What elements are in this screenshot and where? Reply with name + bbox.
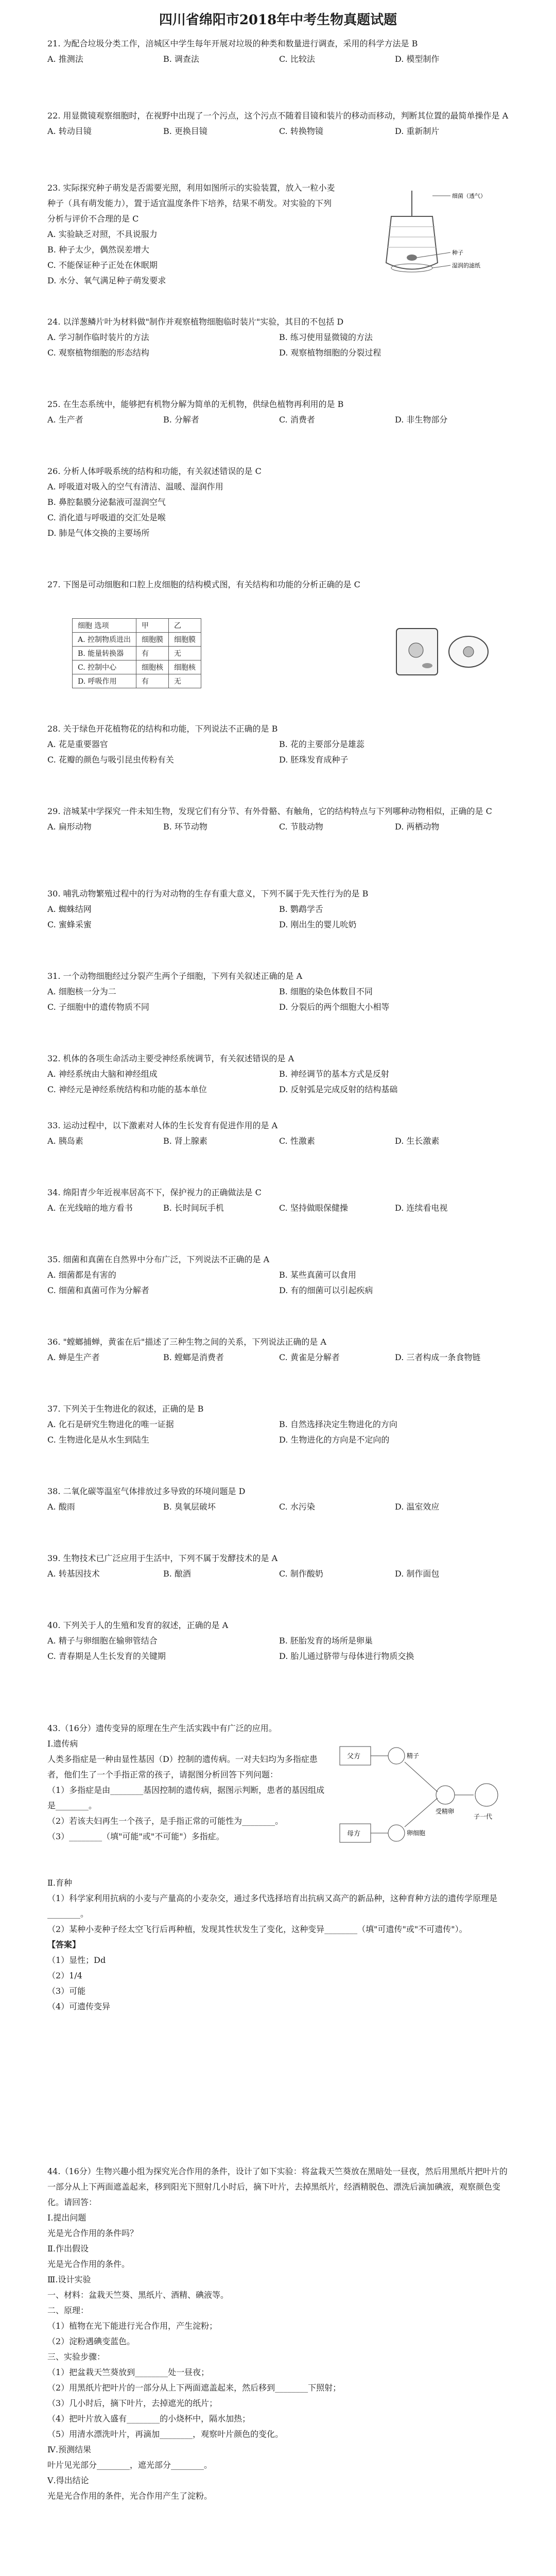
option-b: B. 肾上腺素 (163, 1136, 207, 1146)
table-header: 细胞 选项 (73, 619, 136, 633)
question-32 (47, 1051, 511, 1097)
option-a: A. 学习制作临时装片的方法 (47, 332, 149, 342)
sub-question: （1）多指症是由________基因控制的遗传病，据图示判断，患者的基因组成是________。 (47, 1785, 325, 1810)
section-heading: Ⅱ.育种 (47, 1878, 72, 1888)
option-c: C. 蜜蜂采蜜 (47, 920, 92, 929)
option-c: C. 观察植物细胞的形态结构 (47, 348, 149, 358)
option-c: C. 节肢动物 (279, 822, 323, 832)
question-stem: 25. 在生态系统中，能够把有机物分解为简单的无机物，供绿色植物再利用的是 B (47, 399, 344, 409)
question-43 (47, 1721, 325, 1844)
question-stem: 39. 生物技术已广泛应用于生活中，下列不属于发酵技术的是 A (47, 1553, 278, 1563)
question-23 (47, 180, 336, 289)
question-31 (47, 969, 511, 1015)
question-36 (47, 1334, 511, 1365)
question-stem: 32. 机体的各项生命活动主要受神经系统调节，有关叙述错误的是 A (47, 1054, 294, 1063)
question-stem: 34. 绵阳青少年近视率居高不下，保护视力的正确做法是 C (47, 1188, 262, 1197)
question-35 (47, 1252, 511, 1298)
option-d: D. 生长激素 (395, 1136, 440, 1146)
question-stem: 38. 二氧化碳等温室气体排放过多导致的环境问题是 D (47, 1486, 246, 1496)
option-c: C. 比较法 (279, 54, 315, 64)
option-d: D. 温室效应 (395, 1502, 440, 1512)
table-cell: 细胞核 (169, 660, 201, 674)
option-b: B. 调查法 (163, 54, 199, 64)
option-b: B. 某些真菌可以食用 (279, 1270, 356, 1280)
experiment-line: （3）几小时后，摘下叶片，去掉遮光的纸片； (47, 2398, 218, 2408)
diagram-label: 父方 (347, 1753, 361, 1760)
table-row (73, 633, 201, 647)
option-c: C. 生物进化是从水生到陆生 (47, 1435, 149, 1445)
option-b: B. 鼻腔黏膜分泌黏液可湿润空气 (47, 497, 166, 507)
option-d: D. 分裂后的两个细胞大小相等 (279, 1002, 390, 1012)
answer-line: （3）可能 (47, 1986, 86, 1996)
table-cell: C. 控制中心 (73, 660, 136, 674)
figure-label: 细菌（透气） (452, 193, 486, 199)
option-d: D. 反射弧是完成反射的结构基础 (279, 1084, 398, 1094)
table-cell: 无 (169, 647, 201, 660)
option-d: D. 有的细菌可以引起疾病 (279, 1285, 373, 1295)
experiment-line: 三、实验步骤： (47, 2352, 106, 2362)
table-cell: 细胞膜 (136, 633, 169, 647)
question-stem: 23. 实际探究种子萌发是否需要光照，利用如图所示的实验装置，放入一粒小麦种子（具有萌发能力），置于适宜温度条件下培养，结果不萌发。对实验的下列分析与评价不合理的是 C (47, 183, 335, 224)
question-39 (47, 1551, 511, 1582)
experiment-line: （1）植物在光下能进行光合作用，产生淀粉； (47, 2321, 218, 2331)
table-row (73, 674, 201, 688)
question-heading: 44.（16分）生物兴趣小组为探究光合作用的条件，设计了如下实验：将盆栽天竺葵放在黑暗处一昼夜，然后用黑纸片把叶片的一部分从上下两面遮盖起来，移到阳光下照射几小时后，摘下叶片，去掉黑纸片，经酒精脱色、漂洗后滴加碘液，观察颜色变化。请回答： (47, 2166, 508, 2207)
experiment-line: （2）用黑纸片把叶片的一部分从上下两面遮盖起来，然后移到________下照射； (47, 2383, 341, 2393)
question-stem: 30. 哺乳动物繁殖过程中的行为对动物的生存有重大意义，下列不属于先天性行为的是 B (47, 889, 369, 899)
table-cell: 无 (169, 674, 201, 688)
option-d: D. 肺是气体交换的主要场所 (47, 528, 150, 538)
experiment-line: 光是光合作用的条件，光合作用产生了淀粉。 (47, 2491, 213, 2501)
table-cell: D. 呼吸作用 (73, 674, 136, 688)
option-c: C. 水污染 (279, 1502, 315, 1512)
table-header: 甲 (136, 619, 169, 633)
option-a: A. 蜘蛛结网 (47, 904, 92, 914)
answer-line: （4）可遗传变异 (47, 2002, 111, 2011)
heredity-diagram (335, 1731, 510, 1865)
option-a: A. 细胞核一分为二 (47, 987, 116, 996)
section-heading: Ⅱ.作出假设 (47, 2244, 89, 2253)
question-25 (47, 397, 511, 428)
figure-label: 湿润的滤纸 (452, 262, 480, 269)
question-30 (47, 886, 511, 933)
table-row (73, 647, 201, 660)
option-c: C. 子细胞中的遗传物质不同 (47, 1002, 149, 1012)
option-a: A. 神经系统由大脑和神经组成 (47, 1069, 158, 1079)
option-d: D. 观察植物细胞的分裂过程 (279, 348, 381, 358)
question-33 (47, 1118, 511, 1149)
option-c: C. 不能保证种子正处在休眠期 (47, 260, 158, 270)
experiment-line: 一、材料：盆栽天竺葵、黑纸片、酒精、碘液等。 (47, 2290, 229, 2300)
option-a: A. 转基因技术 (47, 1569, 100, 1579)
question-stem: 29. 涪城某中学探究一件未知生物，发现它们有分节、有外骨骼、有触角，它的结构特点与下列哪种动物相似，正确的是 C (47, 806, 492, 816)
table-cell: 细胞核 (136, 660, 169, 674)
option-c: C. 青春期是人生长发育的关键期 (47, 1651, 166, 1661)
question-text: 人类多指症是一种由显性基因（D）控制的遗传病。一对夫妇均为多指症患者，他们生了一个手指正常的孩子，请据图分析回答下列问题： (47, 1754, 318, 1780)
option-d: D. 模型制作 (395, 54, 440, 64)
option-a: A. 实验缺乏对照，不具说服力 (47, 229, 158, 239)
option-c: C. 黄雀是分解者 (279, 1352, 340, 1362)
table-row (73, 660, 201, 674)
option-a: A. 花是重要器官 (47, 739, 108, 749)
experiment-line: Ⅴ.得出结论 (47, 2476, 89, 2485)
option-a: A. 化石是研究生物进化的唯一证据 (47, 1419, 174, 1429)
cell-comparison-table (72, 618, 201, 688)
answer-line: （2）1/4 (47, 1971, 82, 1980)
option-a: A. 扁形动物 (47, 822, 92, 832)
option-b: B. 自然选择决定生物进化的方向 (279, 1419, 397, 1429)
option-d: D. 连续看电视 (395, 1203, 448, 1213)
option-b: B. 花的主要部分是雄蕊 (279, 739, 364, 749)
option-a: A. 转动目镜 (47, 126, 92, 136)
option-b: B. 长时间玩手机 (163, 1203, 224, 1213)
table-cell: B. 能量转换器 (73, 647, 136, 660)
option-c: C. 细菌和真菌可作为分解者 (47, 1285, 149, 1295)
question-40 (47, 1618, 511, 1664)
option-a: A. 呼吸道对吸入的空气有清洁、温暖、湿润作用 (47, 482, 223, 492)
option-a: A. 精子与卵细胞在输卵管结合 (47, 1636, 158, 1646)
table-cell: 细胞膜 (169, 633, 201, 647)
page-title: 四川省绵阳市2018年中考生物真题试题 (159, 12, 397, 28)
section-heading: Ⅰ.提出问题 (47, 2213, 86, 2223)
question-stem: 27. 下图是可动细胞和口腔上皮细胞的结构模式图，有关结构和功能的分析正确的是 C (47, 580, 360, 589)
option-b: B. 螳螂是消费者 (163, 1352, 224, 1362)
option-c: C. 消费者 (279, 415, 315, 425)
section-text: 光是光合作用的条件。 (47, 2259, 130, 2269)
question-stem: 21. 为配合垃圾分类工作，涪城区中学生每年开展对垃圾的种类和数量进行调查，采用的科学方法是 B (47, 39, 418, 48)
question-stem: 35. 细菌和真菌在自然界中分布广泛，下列说法不正确的是 A (47, 1255, 270, 1264)
option-a: A. 酸雨 (47, 1502, 75, 1512)
question-22 (47, 108, 511, 139)
sub-question: （3）________（填"可能"或"不可能"）多指症。 (47, 1832, 224, 1841)
question-stem: 24. 以洋葱鳞片叶为材料做"制作并观察植物细胞临时装片"实验，其目的不包括 D (47, 317, 344, 327)
experiment-line: （1）把盆栽天竺葵放到________处一昼夜； (47, 2367, 210, 2377)
option-c: C. 消化道与呼吸道的交汇处是喉 (47, 513, 166, 522)
experiment-line: Ⅳ.预测结果 (47, 2445, 92, 2454)
option-b: B. 鹦鹉学舌 (279, 904, 323, 914)
table-cell: 有 (136, 674, 169, 688)
figure-label: 种子 (452, 249, 463, 256)
option-b: B. 细胞的染色体数目不同 (279, 987, 373, 996)
option-c: C. 转换物镜 (279, 126, 323, 136)
question-stem: 40. 下列关于人的生殖和发育的叙述，正确的是 A (47, 1620, 229, 1630)
question-44 (47, 2164, 511, 2504)
option-b: B. 种子太少，偶然误差增大 (47, 245, 149, 255)
diagram-label: 母方 (347, 1830, 361, 1838)
option-a: A. 蝉是生产者 (47, 1352, 100, 1362)
option-b: B. 胚胎发育的场所是卵巢 (279, 1636, 373, 1646)
question-37 (47, 1401, 511, 1448)
question-heading: 43.（16分）遗传变异的原理在生产生活实践中有广泛的应用。 (47, 1723, 277, 1733)
section-text: 光是光合作用的条件吗？ (47, 2228, 138, 2238)
option-a: A. 生产者 (47, 415, 83, 425)
diagram-label: 精子 (407, 1752, 420, 1759)
option-d: D. 水分、氧气满足种子萌发要求 (47, 276, 166, 285)
question-27 (47, 577, 511, 592)
option-d: D. 重新制片 (395, 126, 440, 136)
cell-diagram-figure (391, 618, 494, 690)
option-d: D. 非生物部分 (395, 415, 448, 425)
question-stem: 28. 关于绿色开花植物花的结构和功能，下列说法不正确的是 B (47, 724, 278, 734)
option-d: D. 生物进化的方向是不定向的 (279, 1435, 390, 1445)
diagram-label: 受精卵 (436, 1808, 455, 1815)
diagram-label: 卵细胞 (407, 1829, 426, 1837)
diagram-label: 子一代 (474, 1813, 493, 1820)
experiment-line: （2）淀粉遇碘变蓝色。 (47, 2336, 135, 2346)
question-38 (47, 1484, 511, 1515)
question-text: （2）某种小麦种子经太空飞行后再种植，发现其性状发生了变化，这种变异________（填"可遗传"或"不可遗传"）。 (47, 1924, 467, 1934)
question-stem: 31. 一个动物细胞经过分裂产生两个子细胞，下列有关叙述正确的是 A (47, 971, 303, 981)
question-stem: 36. "螳螂捕蝉，黄雀在后"描述了三种生物之间的关系，下列说法正确的是 A (47, 1337, 326, 1347)
option-b: B. 神经调节的基本方式是反射 (279, 1069, 389, 1079)
option-a: A. 推测法 (47, 54, 83, 64)
section-heading: Ⅲ.设计实验 (47, 2275, 91, 2284)
question-26 (47, 464, 511, 541)
option-c: C. 神经元是神经系统结构和功能的基本单位 (47, 1084, 207, 1094)
option-b: B. 环节动物 (163, 822, 207, 832)
option-d: D. 制作面包 (395, 1569, 440, 1579)
experiment-line: （4）把叶片放入盛有________的小烧杯中，隔水加热； (47, 2414, 251, 2424)
option-b: B. 更换目镜 (163, 126, 207, 136)
option-c: C. 性激素 (279, 1136, 315, 1146)
experiment-line: 叶片见光部分________，遮光部分________。 (47, 2460, 213, 2470)
option-a: A. 在光线暗的地方看书 (47, 1203, 133, 1213)
option-c: C. 坚持做眼保健操 (279, 1203, 348, 1213)
question-43-part2 (47, 1875, 511, 2014)
option-d: D. 三者构成一条食物链 (395, 1352, 481, 1362)
option-a: A. 胰岛素 (47, 1136, 83, 1146)
question-34 (47, 1185, 511, 1216)
option-c: C. 制作酸奶 (279, 1569, 323, 1579)
experiment-line: （5）用清水漂洗叶片，再滴加________，观察叶片颜色的变化。 (47, 2429, 284, 2439)
option-d: D. 刚出生的婴儿吮奶 (279, 920, 357, 929)
question-29 (47, 804, 511, 835)
answer-line: （1）显性；Dd (47, 1955, 106, 1965)
table-cell: 有 (136, 647, 169, 660)
question-21 (47, 36, 511, 67)
option-a: A. 细菌都是有害的 (47, 1270, 116, 1280)
option-b: B. 分解者 (163, 415, 199, 425)
question-28 (47, 721, 511, 768)
question-stem: 33. 运动过程中，以下激素对人体的生长发育有促进作用的是 A (47, 1121, 278, 1130)
option-c: C. 花瓣的颜色与吸引昆虫传粉有关 (47, 755, 174, 765)
option-d: D. 胎儿通过脐带与母体进行物质交换 (279, 1651, 414, 1661)
sub-question: （2）若该夫妇再生一个孩子，是手指正常的可能性为________。 (47, 1816, 284, 1826)
table-header: 乙 (169, 619, 201, 633)
option-d: D. 两栖动物 (395, 822, 440, 832)
option-b: B. 酿酒 (163, 1569, 191, 1579)
question-text: （1）科学家利用抗病的小麦与产量高的小麦杂交，通过多代选择培育出抗病又高产的新品种，这种育种方法的遗传学原理是________。 (47, 1893, 498, 1919)
section-heading: Ⅰ.遗传病 (47, 1739, 78, 1749)
question-stem: 37. 下列关于生物进化的叙述，正确的是 B (47, 1404, 204, 1414)
question-24 (47, 314, 511, 361)
answer-heading: 【答案】 (47, 1940, 81, 1950)
option-b: B. 臭氧层破坏 (163, 1502, 216, 1512)
option-d: D. 胚珠发育成种子 (279, 755, 349, 765)
table-cell: A. 控制物质进出 (73, 633, 136, 647)
question-stem: 22. 用显微镜观察细胞时，在视野中出现了一个污点，这个污点不随着目镜和装片的移动而移动，判断其位置的最简单操作是 A (47, 111, 509, 121)
experiment-line: 二、原理： (47, 2306, 89, 2315)
option-b: B. 练习使用显微镜的方法 (279, 332, 373, 342)
seed-experiment-figure (360, 185, 494, 289)
question-stem: 26. 分析人体呼吸系统的结构和功能，有关叙述错误的是 C (47, 466, 262, 476)
